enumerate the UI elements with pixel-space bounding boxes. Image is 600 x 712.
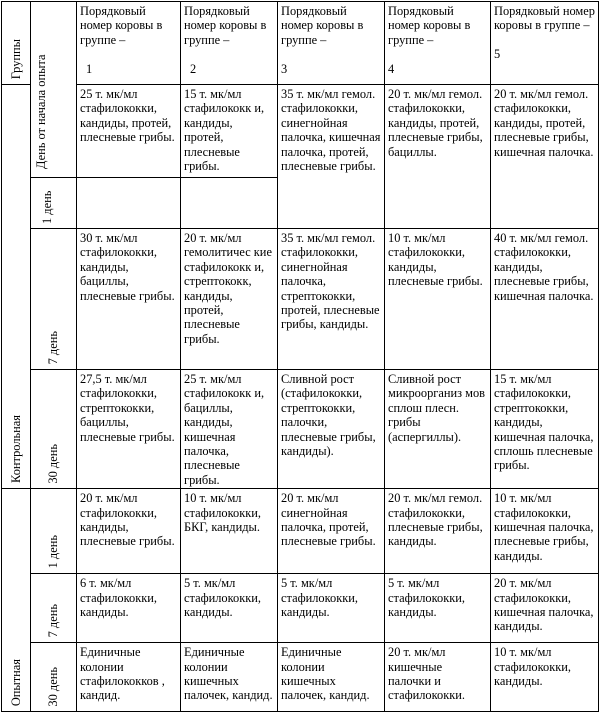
header-cow-4: Порядковый номер коровы в группе – 4: [385, 2, 491, 85]
table-row: [2, 370, 599, 489]
cell: Единичные колонии кишечных палочек, кандид.: [181, 643, 278, 712]
cell: 20 т. мк/мл кишечные палочки и стафилококки.: [385, 643, 491, 712]
header-groups: Группы: [2, 2, 31, 85]
cell: 20 т. мк/мл стафилококки, кишечная палочка, кандиды.: [491, 574, 599, 643]
cell: 30 т. мк/мл стафилококки, кандиды, бациллы, плесневые грибы.: [77, 229, 181, 370]
table-row: [2, 489, 599, 574]
table-row: [2, 229, 599, 370]
day-label: 30 день: [31, 370, 77, 489]
cell: 10 т. мк/мл стафилококки, кандиды, плесневые грибы.: [385, 229, 491, 370]
cell-spacer: [181, 178, 278, 229]
results-table: [1, 1, 599, 712]
group-experimental-label: Опытная: [2, 489, 31, 712]
cell: 20 т. мк/мл гемол. стафилококки, кандиды, протей, плесневые грибы, кишечная палочка.: [491, 85, 599, 229]
cell: 20 т. мк/мл стафилококки, кандиды, плесневые грибы.: [77, 489, 181, 574]
day-label: 7 день: [31, 229, 77, 370]
cell: 10 т. мк/мл стафилококки, кандиды.: [491, 643, 599, 712]
cell: 10 т. мк/мл стафилококки, БКГ, кандиды.: [181, 489, 278, 574]
cell: 20 т. мк/мл гемол. стафилококки, кандиды, протей, плесневые грибы, бациллы.: [385, 85, 491, 229]
header-cow-5: Порядковый номер коровы в группе – 5: [491, 2, 599, 85]
day-label: 1 день: [31, 489, 77, 574]
cell: 15 т. мк/мл стафилококки, стрептококки, кандиды, кишечная палочка, сплошь плесневые грибы.: [491, 370, 599, 489]
cell: 20 т. мк/мл гемол. стафилококки, плесневые грибы, кандиды.: [385, 489, 491, 574]
table-row: [2, 85, 599, 178]
cell: Единичные колонии стафилококков , кандид.: [77, 643, 181, 712]
header-day-from-start: День от начала опыта: [31, 2, 77, 178]
cell: 27,5 т. мк/мл стафилококки, стрептококки, бациллы, плесневые грибы.: [77, 370, 181, 489]
cell: 25 т. мк/мл стафилококки, кандиды, протей, плесневые грибы.: [77, 85, 181, 178]
cell: 35 т. мк/мл гемол. стафилококки, синегнойная палочка, кишечная палочка, протей, плесневые грибы.: [278, 85, 385, 229]
cell: Сливной рост микроорганиз мов сплош плесн. грибы (аспергиллы).: [385, 370, 491, 489]
cell: 20 т. мк/мл гемолитичес кие стафилококк и, стрептококк, кандиды, протей, плесневые грибы.: [181, 229, 278, 370]
cell: 35 т. мк/мл гемол. стафилококки, синегнойная палочка, стрептококки, протей, плесневые грибы, кандиды.: [278, 229, 385, 370]
cell-spacer: [77, 178, 181, 229]
cell: 5 т. мк/мл стафилококки, кандиды.: [385, 574, 491, 643]
table-row: [2, 643, 599, 712]
header-cow-2: Порядковый номер коровы в группе – 2: [181, 2, 278, 85]
cell: 25 т. мк/мл стафилококк и, бациллы, кандиды, кишечная палочка, плесневые грибы.: [181, 370, 278, 489]
cell: 20 т. мк/мл синегнойная палочка, протей, плесневые грибы.: [278, 489, 385, 574]
cell: Единичные колонии кишечных палочек, кандид.: [278, 643, 385, 712]
table-row: [2, 574, 599, 643]
header-cow-1: Порядковый номер коровы в группе – 1: [77, 2, 181, 85]
cell: 10 т. мк/мл стафилококки, кишечная палочка, плесневые грибы, кандиды.: [491, 489, 599, 574]
cell: 6 т. мк/мл стафилококки, кандиды.: [77, 574, 181, 643]
header-row: [2, 2, 599, 85]
cell: 5 т. мк/мл стафилококки, кандиды.: [181, 574, 278, 643]
header-cow-3: Порядковый номер коровы в группе – 3: [278, 2, 385, 85]
cell: 5 т. мк/мл стафилококки, кандиды.: [278, 574, 385, 643]
day-label: 7 день: [31, 574, 77, 643]
cell: 15 т. мк/мл стафилококк и, кандиды, протей, плесневые грибы.: [181, 85, 278, 178]
cell: 40 т. мк/мл гемол. стафилококки, кандиды, плесневые грибы, кишечная палочка.: [491, 229, 599, 370]
group-control-label: Контрольная: [2, 85, 31, 489]
cell: Сливной рост (стафилококки, стрептококки, палочки, плесневые грибы, кандиды).: [278, 370, 385, 489]
day-label: 1 день: [31, 178, 77, 229]
day-label: 30 день: [31, 643, 77, 712]
